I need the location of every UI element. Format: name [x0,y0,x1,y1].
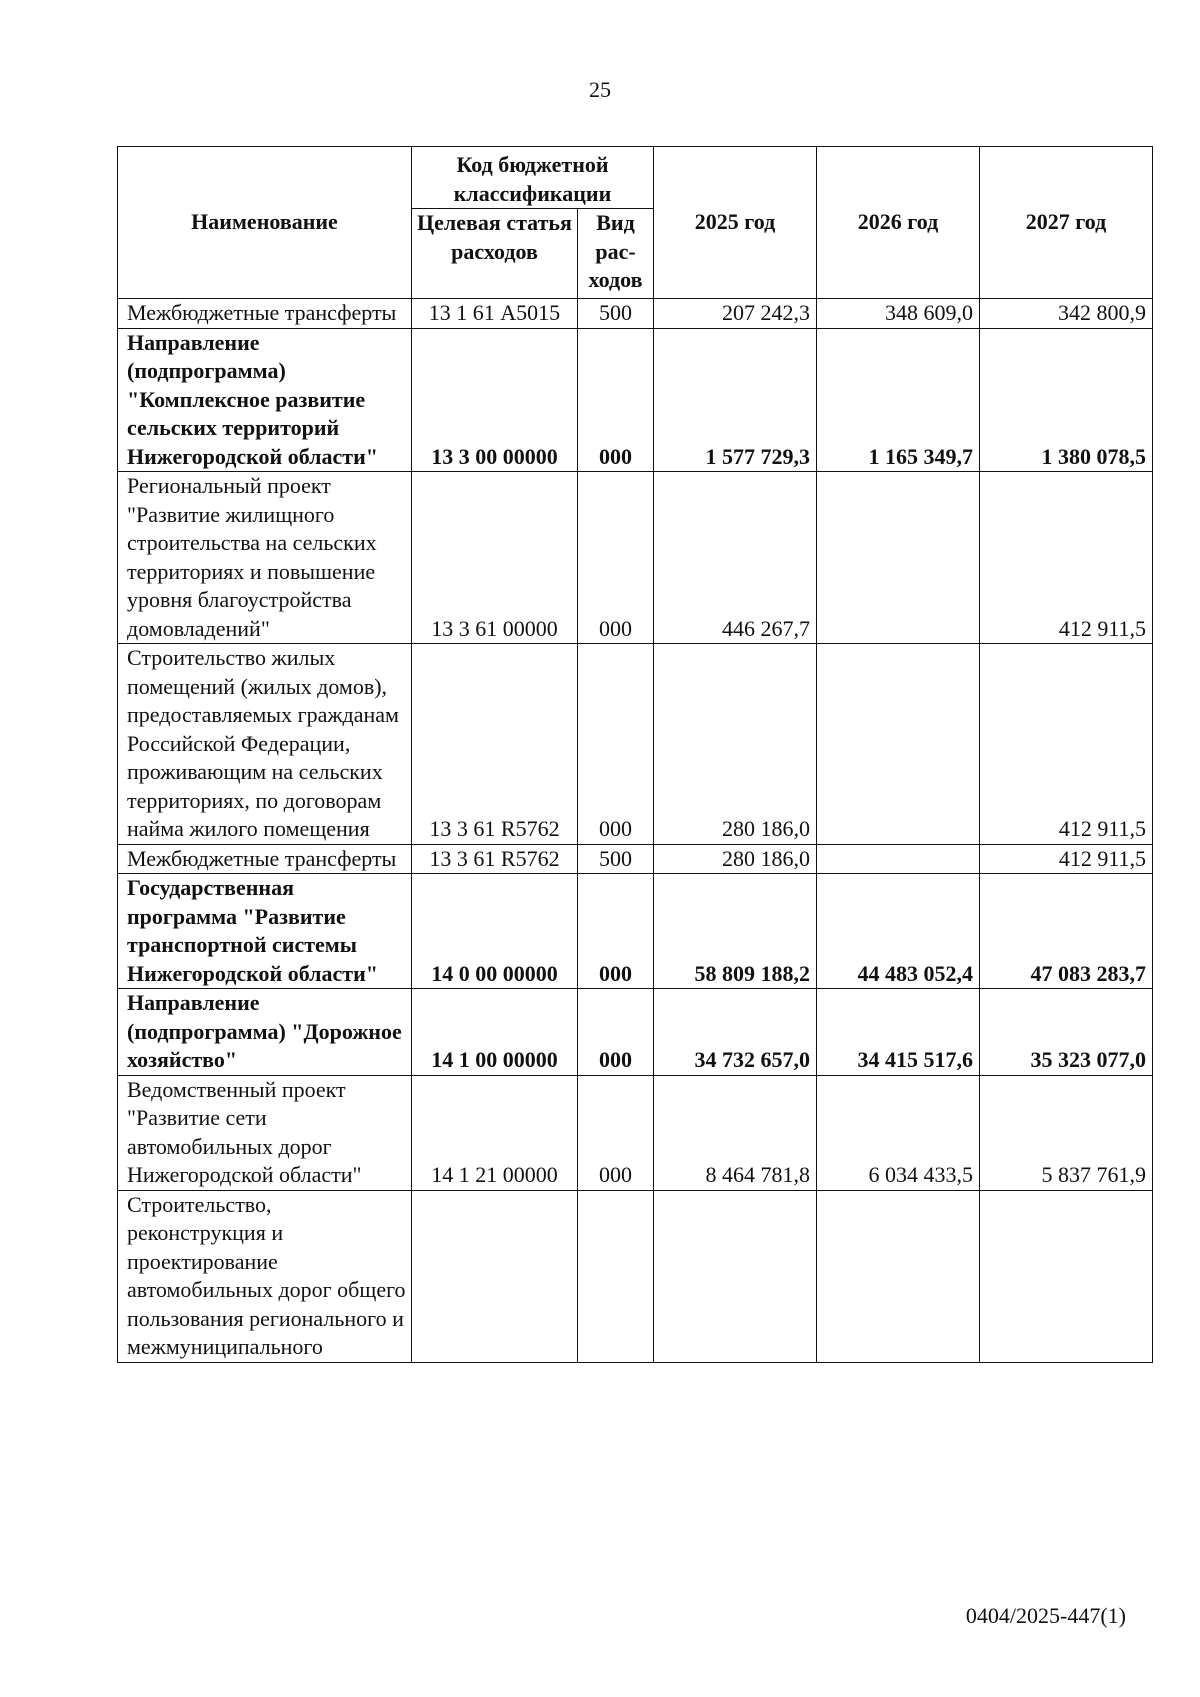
row-amount-2026 [817,644,980,845]
row-expense-kind [578,1190,654,1362]
page-number: 25 [589,77,611,102]
budget-table [117,146,1153,1363]
row-target-code [412,1190,578,1362]
row-amount-2026: 34 415 517,6 [817,989,980,1076]
table-row [118,844,1153,874]
row-amount-2025: 280 186,0 [654,644,817,845]
row-amount-2025: 446 267,7 [654,472,817,644]
row-expense-kind: 000 [578,644,654,845]
row-amount-2027: 412 911,5 [980,844,1153,874]
row-name: Направление (подпрограмма) "Комплексное развитие сельских территорий Нижегородской области" [118,328,412,472]
row-amount-2027: 35 323 077,0 [980,989,1153,1076]
row-amount-2026 [817,1190,980,1362]
row-amount-2025: 207 242,3 [654,299,817,329]
header-expense-kind: Вид рас-ходов [578,209,654,299]
row-name: Ведомственный проект "Развитие сети автомобильных дорог Нижегородской области" [118,1075,412,1190]
row-expense-kind: 000 [578,989,654,1076]
row-amount-2026: 1 165 349,7 [817,328,980,472]
row-amount-2026: 44 483 052,4 [817,874,980,989]
row-target-code: 13 3 61 R5762 [412,844,578,874]
row-expense-kind: 500 [578,299,654,329]
row-amount-2025: 58 809 188,2 [654,874,817,989]
row-target-code: 13 3 61 00000 [412,472,578,644]
row-target-code: 13 3 61 R5762 [412,644,578,845]
row-amount-2027: 47 083 283,7 [980,874,1153,989]
row-amount-2025: 280 186,0 [654,844,817,874]
row-expense-kind: 500 [578,844,654,874]
row-amount-2026 [817,472,980,644]
header-target-article: Целевая статья расходов [412,209,578,299]
row-name: Межбюджетные трансферты [118,299,412,329]
table-row [118,1075,1153,1190]
row-amount-2025: 1 577 729,3 [654,328,817,472]
row-amount-2027: 412 911,5 [980,644,1153,845]
row-amount-2027: 5 837 761,9 [980,1075,1153,1190]
row-amount-2026: 6 034 433,5 [817,1075,980,1190]
header-budget-code: Код бюджетной классификации [412,147,654,209]
row-expense-kind: 000 [578,874,654,989]
header-name: Наименование [118,147,412,299]
table-row [118,472,1153,644]
row-target-code: 14 0 00 00000 [412,874,578,989]
header-year-2026: 2026 год [817,147,980,299]
row-amount-2027: 412 911,5 [980,472,1153,644]
row-amount-2025: 34 732 657,0 [654,989,817,1076]
row-name: Направление (подпрограмма) "Дорожное хозяйство" [118,989,412,1076]
table-row [118,328,1153,472]
header-year-2027: 2027 год [980,147,1153,299]
row-name: Строительство жилых помещений (жилых домов), предоставляемых гражданам Российской Федерации, проживающим на сельских территориях, по договорам найма жилого помещения [118,644,412,845]
row-name: Государственная программа "Развитие транспортной системы Нижегородской области" [118,874,412,989]
row-expense-kind: 000 [578,472,654,644]
row-amount-2027: 1 380 078,5 [980,328,1153,472]
row-name: Строительство, реконструкция и проектирование автомобильных дорог общего пользования регионального и межмуниципального [118,1190,412,1362]
row-amount-2025 [654,1190,817,1362]
row-target-code: 13 3 00 00000 [412,328,578,472]
header-row-1 [118,147,1153,209]
row-name: Региональный проект "Развитие жилищного строительства на сельских территориях и повышение уровня благоустройства домовладений" [118,472,412,644]
row-target-code: 14 1 21 00000 [412,1075,578,1190]
row-amount-2026 [817,844,980,874]
row-amount-2027 [980,1190,1153,1362]
row-amount-2027: 342 800,9 [980,299,1153,329]
table-row [118,874,1153,989]
table-row [118,299,1153,329]
row-name: Межбюджетные трансферты [118,844,412,874]
row-expense-kind: 000 [578,328,654,472]
document-code: 0404/2025-447(1) [965,1603,1126,1628]
header-year-2025: 2025 год [654,147,817,299]
table-row [118,644,1153,845]
row-target-code: 14 1 00 00000 [412,989,578,1076]
table-row [118,1190,1153,1362]
row-target-code: 13 1 61 А5015 [412,299,578,329]
row-amount-2026: 348 609,0 [817,299,980,329]
row-amount-2025: 8 464 781,8 [654,1075,817,1190]
table-row [118,989,1153,1076]
row-expense-kind: 000 [578,1075,654,1190]
